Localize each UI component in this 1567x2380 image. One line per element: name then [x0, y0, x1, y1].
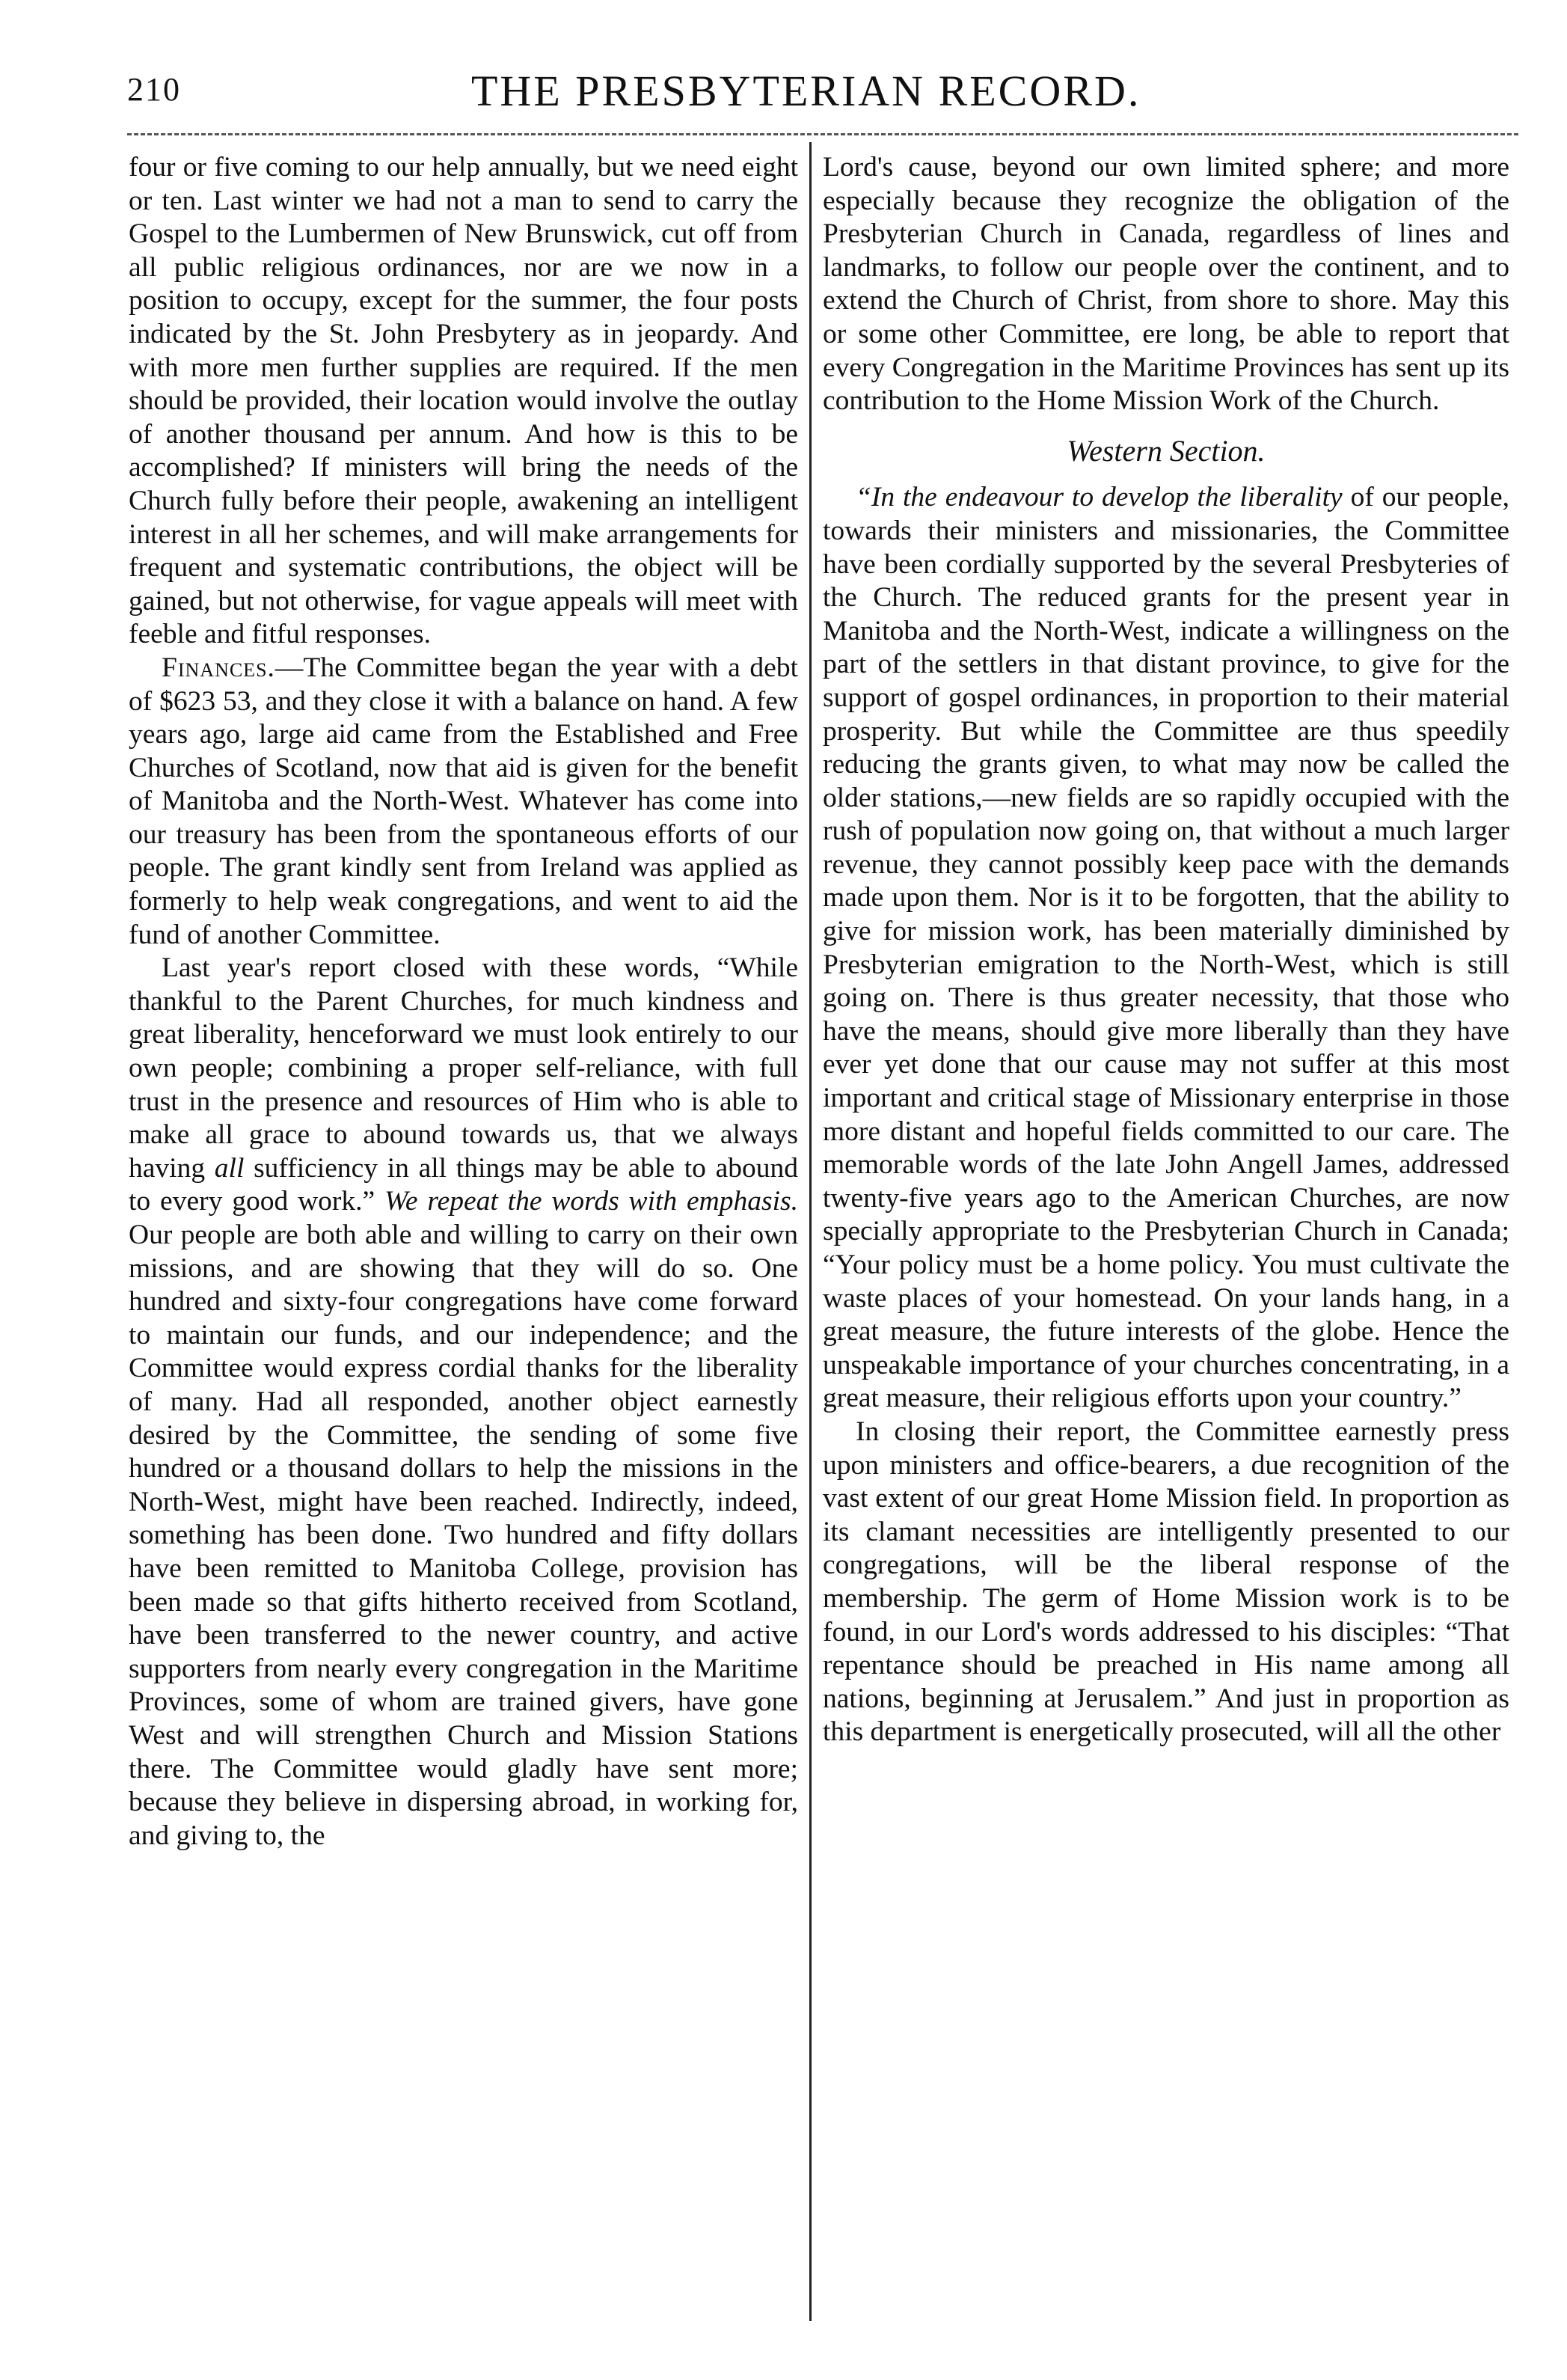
- italic-opening: “In the endeavour to develop the liberality: [856, 482, 1343, 513]
- column-divider: [809, 142, 812, 2321]
- header-rule: [127, 133, 1518, 135]
- paragraph-continued: Lord's cause, beyond our own limited sphere; and more especially because they recognize the obligation of the Presbyterian Church in Canada, regardless of lines and landmarks, to follow our people over the continent, and to extend the Church of Christ, from shore to shore. May this or some other Committee, ere long, be able to report that every Congregation in the Maritime Provinces has sent up its contribution to the Home Mission Work of the Church.: [823, 152, 1509, 417]
- paragraph-closing-report: In closing their report, the Committee earnestly press upon ministers and office-bearers, a due recognition of the vast extent of our great Home Mission field. In proportion as its clamant necessities are intelligently presented to our congregations, will be the liberal response of the membership. The germ of Home Mission work is to be found, in our Lord's words addressed to his disciples: “That repentance should be preached in His name among all nations, beginning at Jerusalem.” And just in proportion as this department is energetically prosecuted, will all the other: [823, 1416, 1509, 1748]
- paragraph-western-section: [823, 481, 1509, 1416]
- finances-body: —The Committee began the year with a debt of $623 53, and they close it with a balance on hand. A few years ago, large aid came from the Established and Free Churches of Scotland, now that aid is given for the benefit of Manitoba and the North-West. Whatever has come into our treasury has been from the spontaneous efforts of our people. The grant kindly sent from Ireland was applied as formerly to help weak congregations, and went to aid the fund of another Committee.: [129, 652, 798, 950]
- report-quote-start: Last year's report closed with these words, “While thankful to the Parent Churches, for much kindness and great liberality, henceforward we must look entirely to our own people; combining a proper self-reliance, with full trust in the presence and resources of Him who is able to make all grace to abound towards us, that we always having: [129, 952, 798, 1184]
- section-heading-western: Western Section.: [1067, 433, 1266, 468]
- right-column: [823, 151, 1509, 2336]
- emphasis-phrase: We repeat the words with emphasis.: [384, 1186, 798, 1217]
- report-body: Our people are both able and willing to carry on their own missions, and are showing that they will do so. One hundred and sixty-four congregations have come forward to maintain our funds, and our independence; and the Committee would express cordial thanks for the liberality of many. Had all responded, another object earnestly desired by the Committee, the sending of some five hundred or a thousand dollars to help the missions in the North-West, might have been reached. Indirectly, indeed, something has been done. Two hundred and fifty dollars have been remitted to Manitoba College, provision has been made so that gifts hitherto received from Scotland, have been transferred to the newer country, and active supporters from nearly every congregation in the Maritime Provinces, some of whom are trained givers, have gone West and will strengthen Church and Mission Stations there. The Committee would gladly have sent more; because they believe in dispersing abroad, in working for, and giving to, the: [129, 1220, 798, 1851]
- running-title: THE PRESBYTERIAN RECORD.: [471, 67, 1141, 115]
- paragraph-finances: [129, 652, 798, 952]
- page-header: [127, 66, 1518, 126]
- report-quote-end: sufficiency in all things may be able to abound to every good work.”: [129, 1152, 798, 1217]
- left-column: [129, 151, 798, 2336]
- page-number: 210: [127, 71, 181, 108]
- italic-word-all: all: [214, 1152, 245, 1184]
- paragraph-continued: four or five coming to our help annually, but we need eight or ten. Last winter we had not a man to send to carry the Gospel to the Lumbermen of New Brunswick, cut off from all public religious ordinances, nor are we now in a position to occupy, except for the summer, the four posts indicated by the St. John Presbytery as in jeopardy. And with more men further supplies are required. If the men should be provided, their location would involve the outlay of another thousand per annum. And how is this to be accomplished? If ministers will bring the needs of the Church fully before their people, awakening an intelligent interest in all her schemes, and will make arrangements for frequent and systematic contributions, the object will be gained, but not otherwise, for vague appeals will meet with feeble and fitful responses.: [129, 152, 798, 650]
- finances-lead-in: Finances.: [162, 652, 275, 683]
- paragraph-last-years-report: [129, 952, 798, 1853]
- western-section-body: of our people, towards their ministers and missionaries, the Committee have been cordially supported by the several Presbyteries of the Church. The reduced grants for the present year in Manitoba and the North-West, indicate a willingness on the part of the settlers in that distant province, to give for the support of gospel ordinances, in proportion to their material prosperity. But while the Committee are thus speedily reducing the grants given, to what may now be called the older stations,—new fields are so rapidly occupied with the rush of population now going on, that without a much larger revenue, they cannot possibly keep pace with the demands made upon them. Nor is it to be forgotten, that the ability to give for mission work, has been materially diminished by Presbyterian emigration to the North-West, which is still going on. There is thus greater necessity, that those who have the means, should give more liberally than they have ever yet done that our cause may not suffer at this most important and critical stage of Missionary enterprise in those more distant and hopeful fields committed to our care. The memorable words of the late John Angell James, addressed twenty-five years ago to the American Churches, are now specially appropriate to the Presbyterian Church in Canada; “Your policy must be a home policy. You must cultivate the waste places of your homestead. On your lands hang, in a great measure, the future interests of the globe. Hence the unspeakable importance of your churches concentrating, in a great measure, their religious efforts upon your country.”: [823, 482, 1509, 1414]
